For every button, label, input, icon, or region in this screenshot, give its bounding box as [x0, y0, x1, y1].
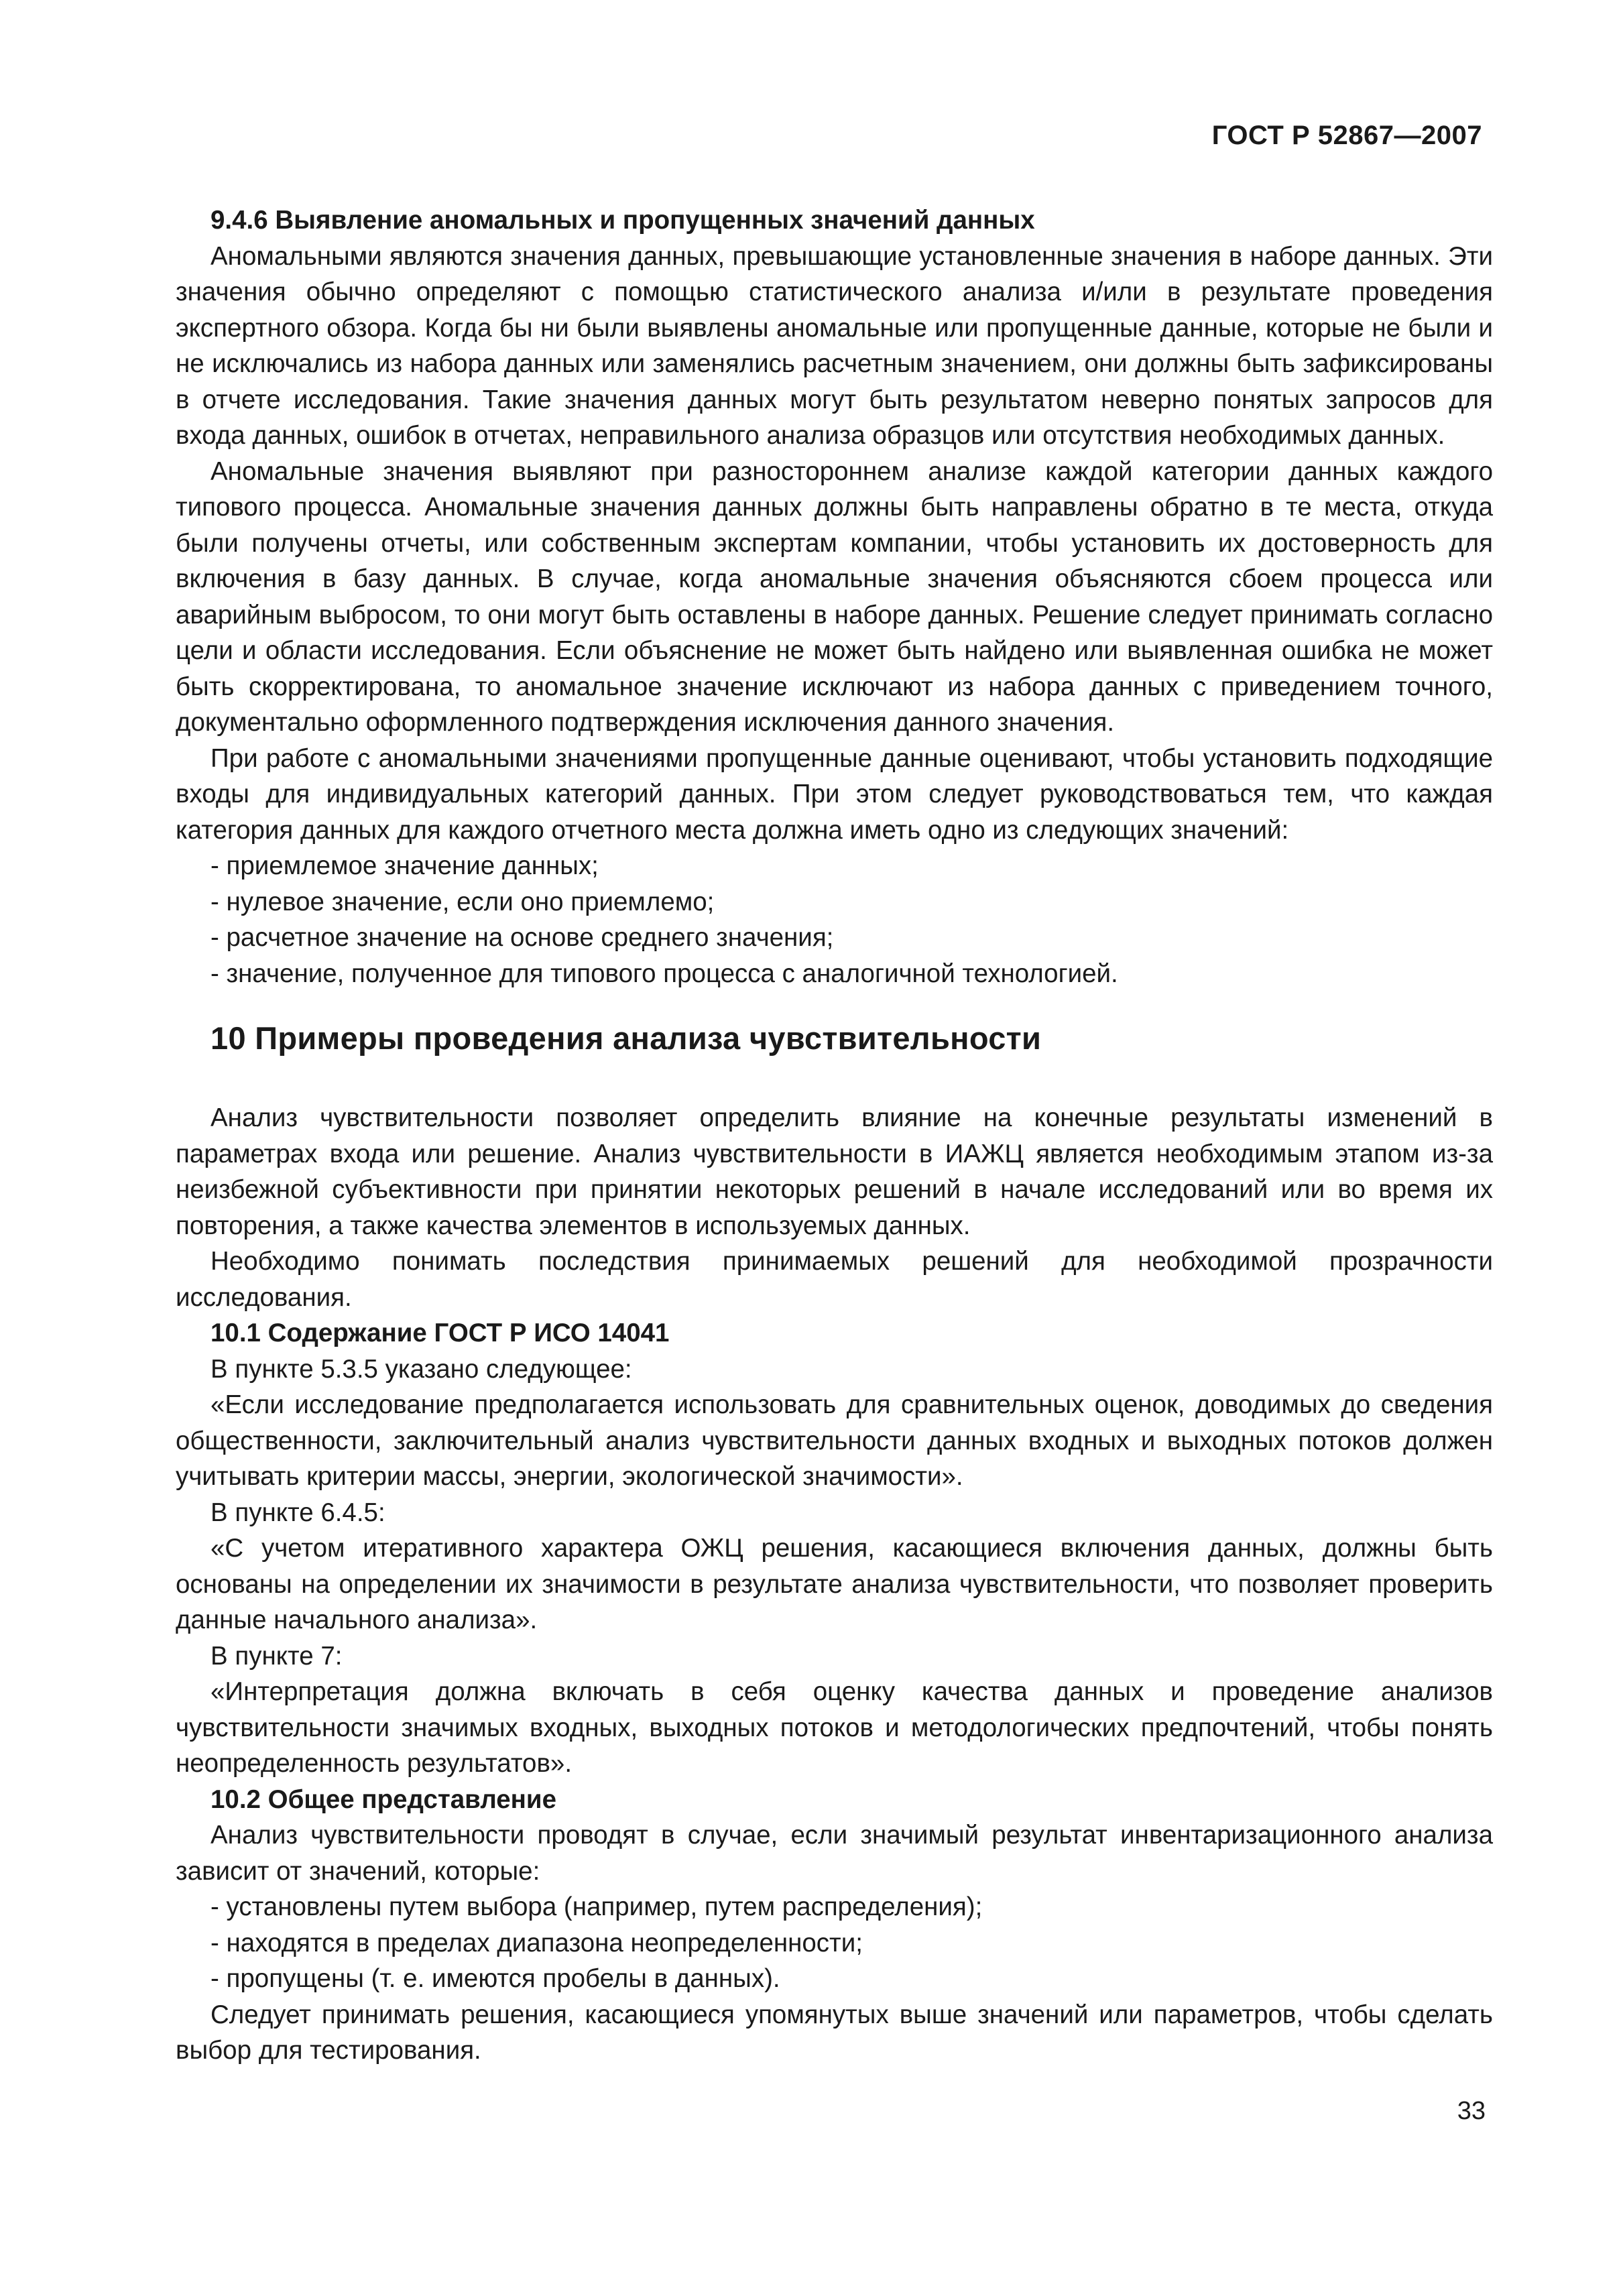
page-content — [176, 202, 1493, 2069]
list-item: - пропущены (т. е. имеются пробелы в данных). — [211, 1964, 780, 1993]
paragraph: В пункте 5.3.5 указано следующее: — [211, 1354, 632, 1384]
list-item: - значение, полученное для типового процесса с аналогичной технологией. — [211, 959, 1118, 988]
section-heading-9-4-6: 9.4.6 Выявление аномальных и пропущенных значений данных — [211, 206, 1035, 235]
section-heading-10-2: 10.2 Общее представление — [211, 1785, 557, 1814]
page-number: 33 — [1457, 2097, 1486, 2125]
paragraph: В пункте 6.4.5: — [211, 1498, 385, 1527]
paragraph: При работе с аномальными значениями пропущенные данные оценивают, чтобы установить подходящие входы для индивидуальных категорий данных. При этом следует руководствоваться тем, что каждая категория данных для каждого отчетного места должна иметь одно из следующих значений: — [176, 743, 1493, 845]
paragraph: Аномальные значения выявляют при разностороннем анализе каждой категории данных каждого типового процесса. Аномальные значения данных должны быть направлены обратно в те места, откуда были получены отчеты, или собственным экспертам компании, чтобы установить их достоверность для включения в базу данных. В случае, когда аномальные значения объясняются сбоем процесса или аварийным выбросом, то они могут быть оставлены в наборе данных. Решение следует принимать согласно цели и области исследования. Если объяснение не может быть найдено или выявленная ошибка не может быть скорректирована, то аномальное значение исключают из набора данных с приведением точного, документально оформленного подтверждения исключения данного значения. — [176, 457, 1493, 737]
list-item: - расчетное значение на основе среднего значения; — [211, 923, 834, 952]
section-heading-10: 10 Примеры проведения анализа чувствительности — [211, 1020, 1042, 1056]
quote-paragraph: «Интерпретация должна включать в себя оценку качества данных и проведение анализов чувствительности значимых входных, выходных потоков и методологических предпочтений, чтобы понять неопределенность результатов». — [176, 1677, 1493, 1778]
paragraph: Анализ чувствительности позволяет определить влияние на конечные результаты изменений в параметрах входа или решение. Анализ чувствительности в ИАЖЦ является необходимым этапом из-за неизбежной субъективности при принятии некоторых решений в начале исследований или во время их повторения, а также качества элементов в используемых данных. — [176, 1103, 1493, 1240]
paragraph: В пункте 7: — [211, 1641, 343, 1671]
list-item: - установлены путем выбора (например, путем распределения); — [211, 1892, 983, 1921]
paragraph: Следует принимать решения, касающиеся упомянутых выше значений или параметров, чтобы сделать выбор для тестирования. — [176, 2000, 1493, 2065]
paragraph: Аномальными являются значения данных, превышающие установленные значения в наборе данных. Эти значения обычно определяют с помощью статистического анализа и/или в результате проведения экспертного обзора. Когда бы ни были выявлены аномальные или пропущенные данные, которые не были и не исключались из набора данных или заменялись расчетным значением, они должны быть зафиксированы в отчете исследования. Такие значения данных могут быть результатом неверно понятых запросов для входа данных, ошибок в отчетах, неправильного анализа образцов или отсутствия необходимых данных. — [176, 241, 1493, 450]
paragraph: Анализ чувствительности проводят в случае, если значимый результат инвентаризационного анализа зависит от значений, которые: — [176, 1821, 1493, 1886]
quote-paragraph: «С учетом итеративного характера ОЖЦ решения, касающиеся включения данных, должны быть основаны на определении их значимости в результате анализа чувствительности, что позволяет проверить данные начального анализа». — [176, 1534, 1493, 1634]
list-item: - нулевое значение, если оно приемлемо; — [211, 887, 715, 916]
quote-paragraph: «Если исследование предполагается использовать для сравнительных оценок, доводимых до сведения общественности, заключительный анализ чувствительности данных входных и выходных потоков должен учитывать критерии массы, энергии, экологической значимости». — [176, 1390, 1493, 1491]
list-item: - находятся в пределах диапазона неопределенности; — [211, 1928, 863, 1957]
list-item: - приемлемое значение данных; — [211, 851, 599, 880]
section-heading-10-1: 10.1 Содержание ГОСТ Р ИСО 14041 — [211, 1319, 670, 1347]
standard-code-header: ГОСТ Р 52867—2007 — [1211, 121, 1482, 150]
paragraph: Необходимо понимать последствия принимаемых решений для необходимой прозрачности исследования. — [176, 1247, 1493, 1312]
